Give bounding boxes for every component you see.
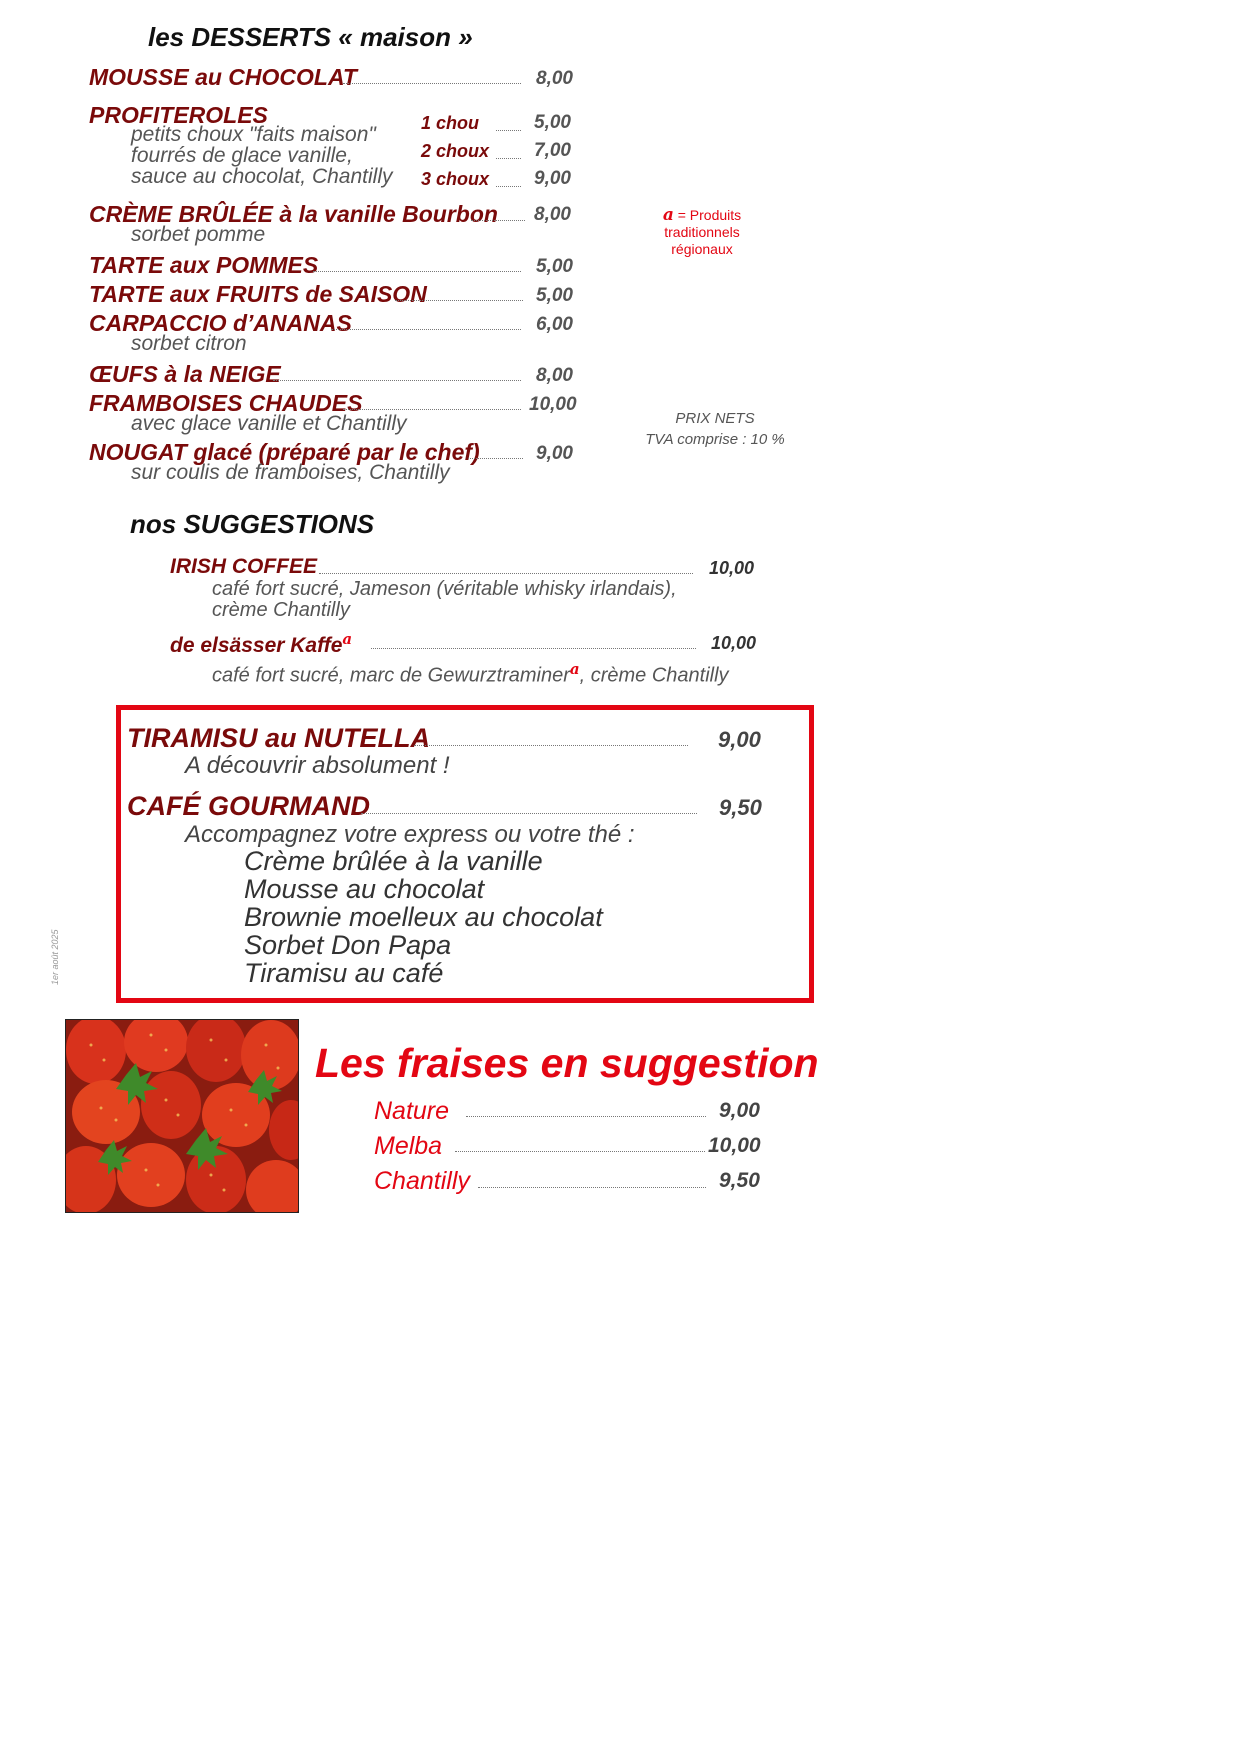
leader-dots (455, 1151, 705, 1152)
suggestion-name-text: de elsässer Kaffe (170, 634, 343, 657)
dessert-price: 8,00 (536, 365, 573, 386)
dessert-desc: sauce au chocolat, Chantilly (131, 165, 393, 188)
leader-dots (414, 745, 688, 746)
leader-dots (361, 813, 697, 814)
dessert-name: FRAMBOISES CHAUDES (89, 390, 363, 416)
option-label: 1 chou (421, 113, 480, 133)
dessert-desc: avec glace vanille et Chantilly (131, 412, 407, 435)
leader-dots (343, 409, 521, 410)
fraise-option-name: Chantilly (374, 1167, 470, 1195)
suggestion-name: IRISH COFFEE (170, 555, 318, 578)
option-label: 2 choux (421, 141, 490, 161)
suggestion-name (170, 630, 352, 658)
dessert-desc: sorbet pomme (131, 223, 266, 246)
suggestion-desc (212, 659, 729, 687)
dessert-price: 5,00 (536, 256, 573, 277)
suggestions-title: nos SUGGESTIONS (130, 509, 375, 539)
desserts-title: les DESSERTS « maison » (148, 22, 473, 52)
suggestion-desc-text: café fort sucré, marc de Gewurztraminer (212, 664, 570, 687)
tva-line: TVA comprise : 10 % (645, 431, 785, 448)
option-price: 9,00 (534, 168, 571, 189)
edition-date: 1er août 2025 (50, 929, 60, 985)
leader-dots (468, 458, 523, 459)
legend-line: traditionnels (664, 224, 740, 240)
cafe-gourmand-item: Sorbet Don Papa (244, 930, 452, 960)
leader-dots (343, 83, 521, 84)
cafe-gourmand-item: Mousse au chocolat (244, 874, 485, 904)
suggestion-price: 10,00 (709, 558, 755, 578)
featured-price: 9,00 (718, 727, 761, 752)
suggestion-desc: café fort sucré, Jameson (véritable whisky irlandais), (212, 578, 677, 600)
legend (652, 207, 752, 258)
dessert-price: 8,00 (534, 204, 571, 225)
dessert-desc: sur coulis de framboises, Chantilly (131, 461, 450, 484)
option-price: 7,00 (534, 140, 571, 161)
leader-dots (478, 1187, 706, 1188)
leader-dots (371, 648, 696, 649)
dessert-name: CARPACCIO d’ANANAS (89, 310, 352, 336)
cafe-gourmand-item: Brownie moelleux au chocolat (244, 902, 603, 932)
fraise-option-price: 9,00 (719, 1099, 760, 1122)
dessert-price: 8,00 (536, 68, 573, 89)
leader-dots (395, 300, 523, 301)
leader-dots (273, 380, 521, 381)
dessert-name: CRÈME BRÛLÉE à la vanille Bourbon (89, 201, 498, 227)
dessert-price: 10,00 (529, 394, 577, 415)
leader-dots (319, 573, 693, 574)
option-label: 3 choux (421, 169, 490, 189)
featured-name: TIRAMISU au NUTELLA (127, 723, 430, 753)
dessert-price: 6,00 (536, 314, 573, 335)
strawberries-image (65, 1019, 299, 1213)
leader-dots (471, 220, 525, 221)
legend-line: régionaux (671, 241, 733, 257)
regional-product-symbol: a (662, 205, 674, 225)
legend-line: = Produits (677, 207, 742, 223)
fraise-option-price: 9,50 (719, 1169, 760, 1192)
fraise-option-name: Nature (374, 1097, 450, 1125)
cafe-gourmand-item: Tiramisu au café (244, 958, 444, 988)
dessert-name: TARTE aux FRUITS de SAISON (89, 281, 427, 307)
leader-dots (496, 158, 521, 159)
fraises-title: Les fraises en suggestion (315, 1040, 819, 1086)
suggestion-price: 10,00 (711, 633, 757, 653)
prix-nets (620, 408, 810, 450)
dessert-name: NOUGAT glacé (préparé par le chef) (89, 439, 480, 465)
fraise-option-price: 10,00 (708, 1134, 761, 1157)
featured-tagline: Accompagnez votre express ou votre thé : (185, 821, 635, 848)
leader-dots (331, 329, 521, 330)
featured-tagline: A découvrir absolument ! (185, 752, 450, 779)
leader-dots (496, 186, 521, 187)
dessert-name: PROFITEROLES (89, 102, 268, 128)
featured-price: 9,50 (719, 795, 762, 820)
leader-dots (466, 1116, 706, 1117)
cafe-gourmand-item: Crème brûlée à la vanille (244, 846, 543, 876)
dessert-name: ŒUFS à la NEIGE (89, 361, 281, 387)
regional-product-symbol: a (342, 630, 353, 648)
featured-name: CAFÉ GOURMAND (127, 791, 370, 821)
leader-dots (496, 130, 521, 131)
option-price: 5,00 (534, 112, 571, 133)
suggestion-desc-text: , crème Chantilly (579, 664, 729, 687)
dessert-price: 9,00 (536, 443, 573, 464)
regional-product-symbol: a (569, 660, 580, 678)
dessert-name: MOUSSE au CHOCOLAT (89, 64, 357, 90)
prix-nets-line: PRIX NETS (675, 410, 755, 427)
dessert-desc: petits choux "faits maison" (131, 123, 376, 146)
dessert-desc: sorbet citron (131, 332, 247, 355)
fraise-option-name: Melba (374, 1132, 443, 1160)
dessert-name: TARTE aux POMMES (89, 252, 319, 278)
leader-dots (313, 271, 521, 272)
dessert-price: 5,00 (536, 285, 573, 306)
suggestion-desc: crème Chantilly (212, 599, 350, 621)
dessert-desc: fourrés de glace vanille, (131, 144, 353, 167)
